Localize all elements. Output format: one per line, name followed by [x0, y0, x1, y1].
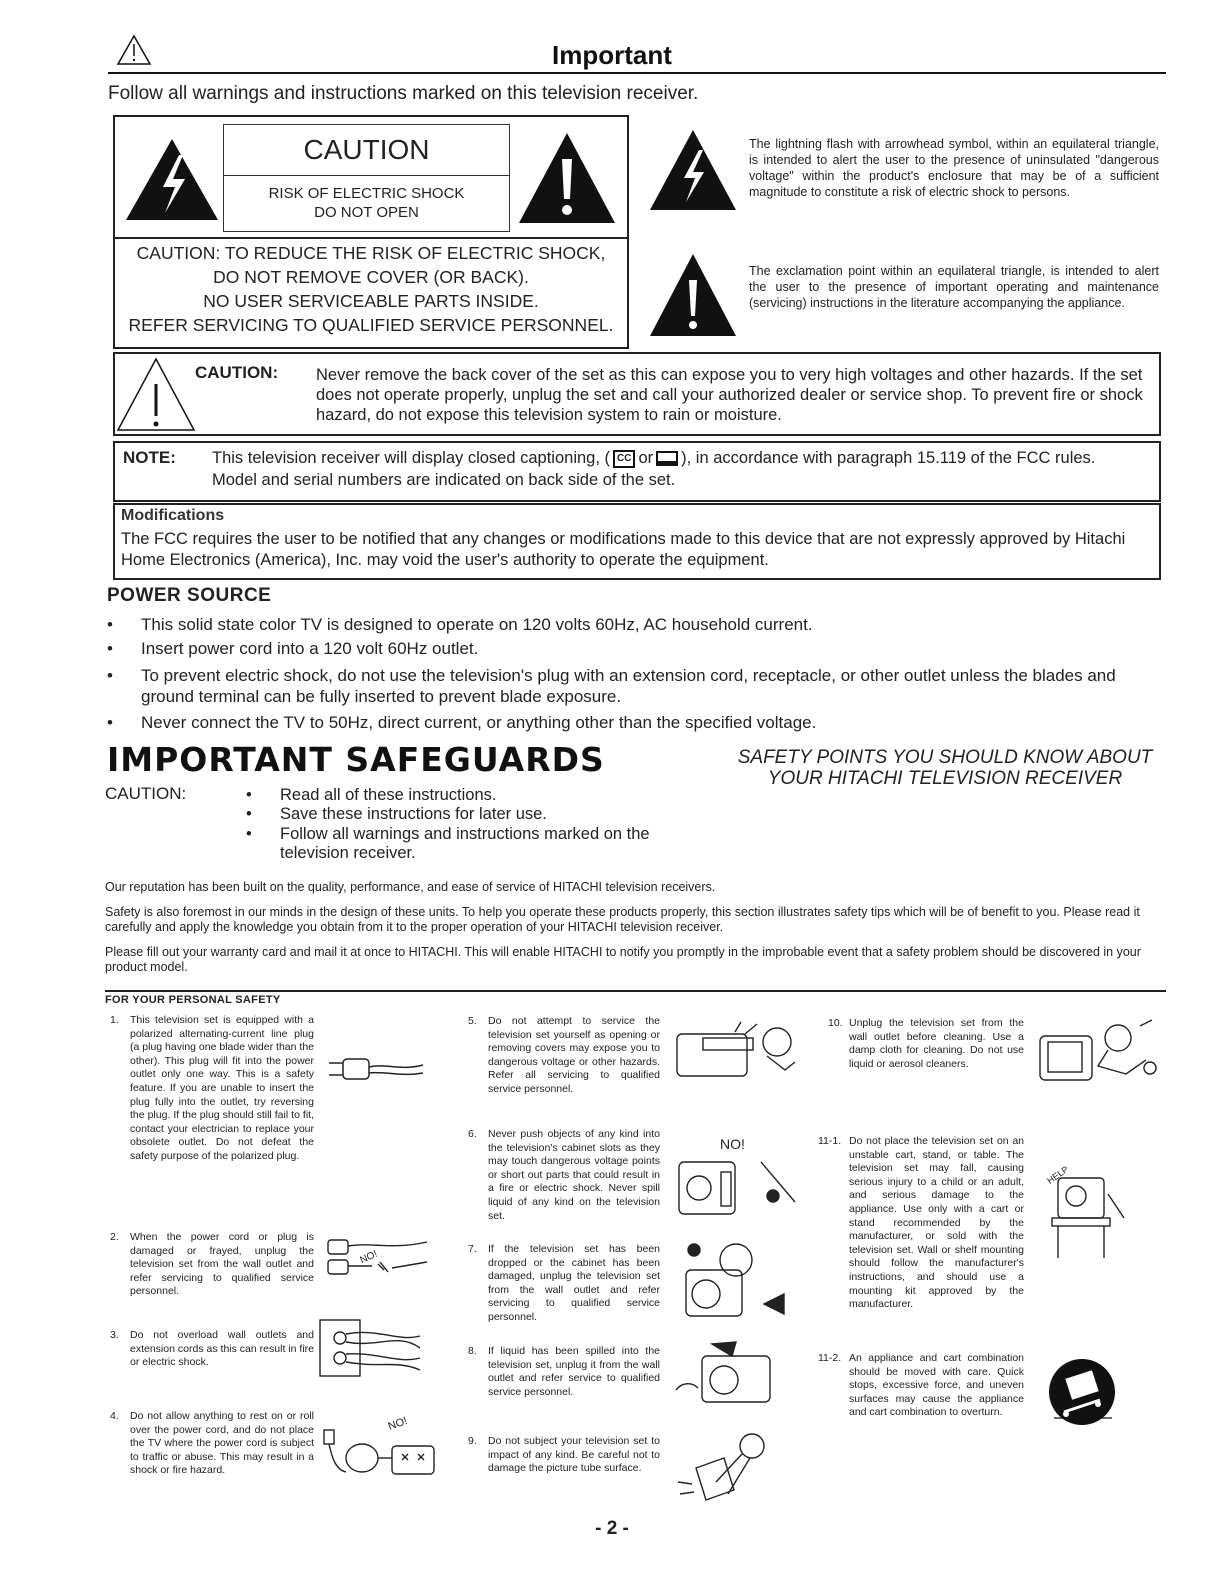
- safeguard-bullet-text: Read all of these instructions.: [280, 786, 497, 804]
- section-rule: [105, 990, 1166, 992]
- safety-item-10: Unplug the television set from the wall outlet before cleaning. Use a damp cloth for cleaning. Do not use liquid or aerosol cleaners.: [849, 1017, 1024, 1070]
- modifications-text: The FCC requires the user to be notified that any changes or modifications made to this device that are not expressly approved by Hitachi Home Electronics (America), Inc. may void the user's authority to operate the equipment.: [121, 530, 1126, 569]
- warn-line-3: NO USER SERVICEABLE PARTS INSIDE.: [203, 291, 539, 311]
- item-number: 2.: [110, 1231, 119, 1243]
- safeguards-caution-label: CAUTION:: [105, 784, 187, 803]
- power-bullet-3: • To prevent electric shock, do not use the television's plug with an extension cord, receptacle, or other outlet unless the blades and ground terminal can be fully inserted to prevent blade exposure.: [107, 666, 1116, 706]
- lightning-explanation: The lightning flash with arrowhead symbol, within an equilateral triangle, is intended to alert the user to the presence of uninsulated "dangerous voltage" within the product's enclosure that may be of a sufficient magnitude to constitute a risk of electric shock to persons.: [749, 137, 1159, 199]
- page-number: - 2 -: [595, 1518, 629, 1539]
- safety-item-3: Do not overload wall outlets and extension cords as this can result in fire or electric shock.: [130, 1329, 314, 1369]
- exclamation-triangle-icon: [517, 131, 617, 230]
- note-label: NOTE:: [123, 448, 176, 467]
- item-number: 1.: [110, 1014, 119, 1026]
- safeguard-bullet-3: • Follow all warnings and instructions marked on the television receiver.: [246, 825, 650, 862]
- safeguards-para-1: Our reputation has been built on the quality, performance, and ease of service of HITACHI television receivers.: [105, 880, 716, 894]
- caution-box: [113, 352, 1161, 436]
- page-title: Important: [552, 40, 672, 70]
- item-number: 11-1.: [818, 1135, 842, 1147]
- caution-title: CAUTION: [224, 125, 509, 176]
- exclamation-symbol-icon: [648, 252, 738, 343]
- safeguard-bullet-text: Save these instructions for later use.: [280, 805, 547, 823]
- modifications-label: Modifications: [121, 507, 225, 524]
- safety-item-7: If the television set has been dropped or the cabinet has been damaged, unplug the television set from the wall outlet and refer servicing to qualified service personnel.: [488, 1243, 660, 1323]
- safety-item-6: Never push objects of any kind into the television's cabinet slots as they may touch dangerous voltage points or short out parts that could result in a fire or electric shock. Never spill liquid of any kind on the television set.: [488, 1128, 660, 1222]
- safeguards-para-2: Safety is also foremost in our minds in the design of these units. To help you operate these products properly, this section illustrates safety tips which will be of benefit to you. Please read it carefully and apply the knowledge you obtain from it to the proper operation of your HITACHI television receiver.: [105, 905, 1140, 934]
- item-number: 6.: [468, 1128, 477, 1140]
- power-bullet-1: • This solid state color TV is designed to operate on 120 volts 60Hz, AC household current.: [107, 615, 813, 634]
- safeguards-subtitle-1: SAFETY POINTS YOU SHOULD KNOW ABOUT: [737, 747, 1153, 768]
- safety-item-4: Do not allow anything to rest on or roll over the power cord, and do not place the TV where the power cord is subject to traffic or abuse. This may result in a shock or fire hazard.: [130, 1410, 314, 1477]
- no-label: NO!: [386, 1415, 410, 1433]
- power-bullet-2: • Insert power cord into a 120 volt 60Hz outlet.: [107, 639, 479, 658]
- note-text-or: or: [638, 449, 654, 467]
- item-number: 5.: [468, 1015, 477, 1027]
- power-bullet-text: This solid state color TV is designed to operate on 120 volts 60Hz, AC household current.: [141, 615, 813, 634]
- item-number: 10.: [828, 1017, 843, 1029]
- overloaded-outlet-illustration: [318, 1318, 422, 1385]
- cc-icon: CC: [613, 450, 635, 468]
- item-number: 3.: [110, 1329, 119, 1341]
- caution-label-inner: [223, 124, 510, 232]
- warn-line-4: REFER SERVICING TO QUALIFIED SERVICE PERSONNEL.: [128, 315, 614, 335]
- safeguards-subtitle: [725, 747, 1165, 789]
- safety-item-8: If liquid has been spilled into the television set, unplug it from the wall outlet and refer service to qualified service personnel.: [488, 1345, 660, 1398]
- safeguards-para-3: Please fill out your warranty card and mail it at once to HITACHI. This will enable HITACHI to notify you promptly in the improbable event that a safety problem should be discovered in your product model.: [105, 945, 1141, 974]
- power-bullet-text: Insert power cord into a 120 volt 60Hz outlet.: [141, 639, 479, 658]
- cart-tipover-icon: [1046, 1356, 1118, 1433]
- safety-item-1: This television set is equipped with a polarized alternating-current line plug (a plug having one blade wider than the other). This plug will fit into the power outlet only one way. This is a safety feature. If you are unable to insert the plug fully into the outlet, try reversing the plug. If the plug should still fail to fit, contact your electrician to replace your obsolete outlet. Do not defeat the safety purpose of the polarized plug.: [130, 1014, 314, 1162]
- no-label: NO!: [720, 1136, 745, 1152]
- lightning-triangle-icon: [125, 137, 220, 227]
- note-text-a: This television receiver will display closed captioning, (: [212, 449, 611, 467]
- caption-box-icon: [656, 451, 678, 466]
- safety-item-11-1: Do not place the television set on an unstable cart, stand, or table. The television set may fall, causing serious injury to a child or an adult, and serious damage to the appliance. Use only with a cart or stand recommended by the manufacturer, or sold with the television set. Wall or shelf mounting should follow the manufacturer's instructions, and should use a mounting kit approved by the manufacturer.: [849, 1135, 1024, 1311]
- risk-line-2: DO NOT OPEN: [314, 204, 419, 221]
- safety-item-11-2: An appliance and cart combination should be moved with care. Quick stops, excessive force, and uneven surfaces may cause the appliance and cart combination to overturn.: [849, 1352, 1024, 1419]
- safeguard-bullet-text: Follow all warnings and instructions marked on the television receiver.: [280, 825, 650, 862]
- risk-line-1: RISK OF ELECTRIC SHOCK: [268, 185, 465, 202]
- impact-illustration: [676, 1428, 796, 1509]
- warn-line-1: CAUTION: TO REDUCE THE RISK OF ELECTRIC SHOCK,: [136, 243, 606, 263]
- item-number: 8.: [468, 1345, 477, 1357]
- item-number: 9.: [468, 1435, 477, 1447]
- cleaning-tv-illustration: [1036, 1020, 1164, 1091]
- safety-item-2: When the power cord or plug is damaged or frayed, unplug the television set from the wall outlet and refer servicing to qualified service personnel.: [130, 1231, 314, 1298]
- exclamation-explanation: The exclamation point within an equilateral triangle, is intended to alert the user to the presence of important operating and maintenance (servicing) instructions in the literature accompanying the appliance.: [749, 264, 1159, 310]
- power-source-heading: POWER SOURCE: [107, 585, 272, 606]
- caution-box-text: Never remove the back cover of the set as this can expose you to very high voltages and other hazards. If the set does not operate properly, unplug the set and call your authorized dealer or service shop. To prevent fire or shock hazard, do not expose this television system to rain or moisture.: [316, 366, 1143, 424]
- polarized-plug-illustration: [325, 1045, 425, 1100]
- note-text-b: ), in accordance with paragraph 15.119 of the FCC rules.: [681, 449, 1096, 467]
- note-line-1: [212, 448, 1152, 469]
- safeguard-bullet-1: • Read all of these instructions.: [246, 786, 497, 804]
- help-label: HELP: [1045, 1164, 1071, 1186]
- personal-safety-heading: FOR YOUR PERSONAL SAFETY: [105, 994, 281, 1006]
- item-number: 11-2.: [818, 1352, 842, 1364]
- note-box: [113, 441, 1161, 502]
- lightning-symbol-icon: [648, 128, 738, 217]
- exclamation-outline-icon: [115, 356, 197, 437]
- caution-label-box: [113, 115, 629, 349]
- modifications-box: [113, 503, 1161, 580]
- no-label: NO!: [358, 1248, 380, 1267]
- power-bullet-text: Never connect the TV to 50Hz, direct current, or anything other than the specified voltage.: [141, 713, 817, 732]
- warn-line-2: DO NOT REMOVE COVER (OR BACK).: [213, 267, 529, 287]
- safeguard-bullet-2: • Save these instructions for later use.: [246, 805, 547, 823]
- safety-item-5: Do not attempt to service the television set yourself as opening or removing covers may expose you to dangerous voltage or other hazards. Refer all servicing to qualified service personnel.: [488, 1015, 660, 1095]
- liquid-spill-illustration: [672, 1338, 782, 1409]
- note-line-2: Model and serial numbers are indicated on back side of the set.: [212, 471, 676, 489]
- power-bullet-text: To prevent electric shock, do not use the television's plug with an extension cord, receptacle, or other outlet unless the blades and ground terminal can be fully inserted to prevent blade exposure.: [141, 666, 1116, 706]
- item-number: 7.: [468, 1243, 477, 1255]
- caution-box-label: CAUTION:: [195, 363, 279, 382]
- item-number: 4.: [110, 1410, 119, 1422]
- safeguards-heading: IMPORTANT SAFEGUARDS: [107, 740, 605, 779]
- servicing-tv-illustration: [675, 1020, 800, 1085]
- header-rule: [108, 72, 1166, 74]
- power-bullet-4: • Never connect the TV to 50Hz, direct current, or anything other than the specified voltage.: [107, 713, 817, 732]
- intro-text: Follow all warnings and instructions marked on this television receiver.: [108, 83, 699, 104]
- cord-under-object-illustration: [322, 1428, 440, 1483]
- safety-item-9: Do not subject your television set to impact of any kind. Be careful not to damage the picture tube surface.: [488, 1435, 660, 1475]
- objects-in-slots-illustration: [675, 1152, 800, 1227]
- dropped-tv-illustration: [680, 1240, 790, 1325]
- safeguards-subtitle-2: YOUR HITACHI TELEVISION RECEIVER: [767, 768, 1123, 789]
